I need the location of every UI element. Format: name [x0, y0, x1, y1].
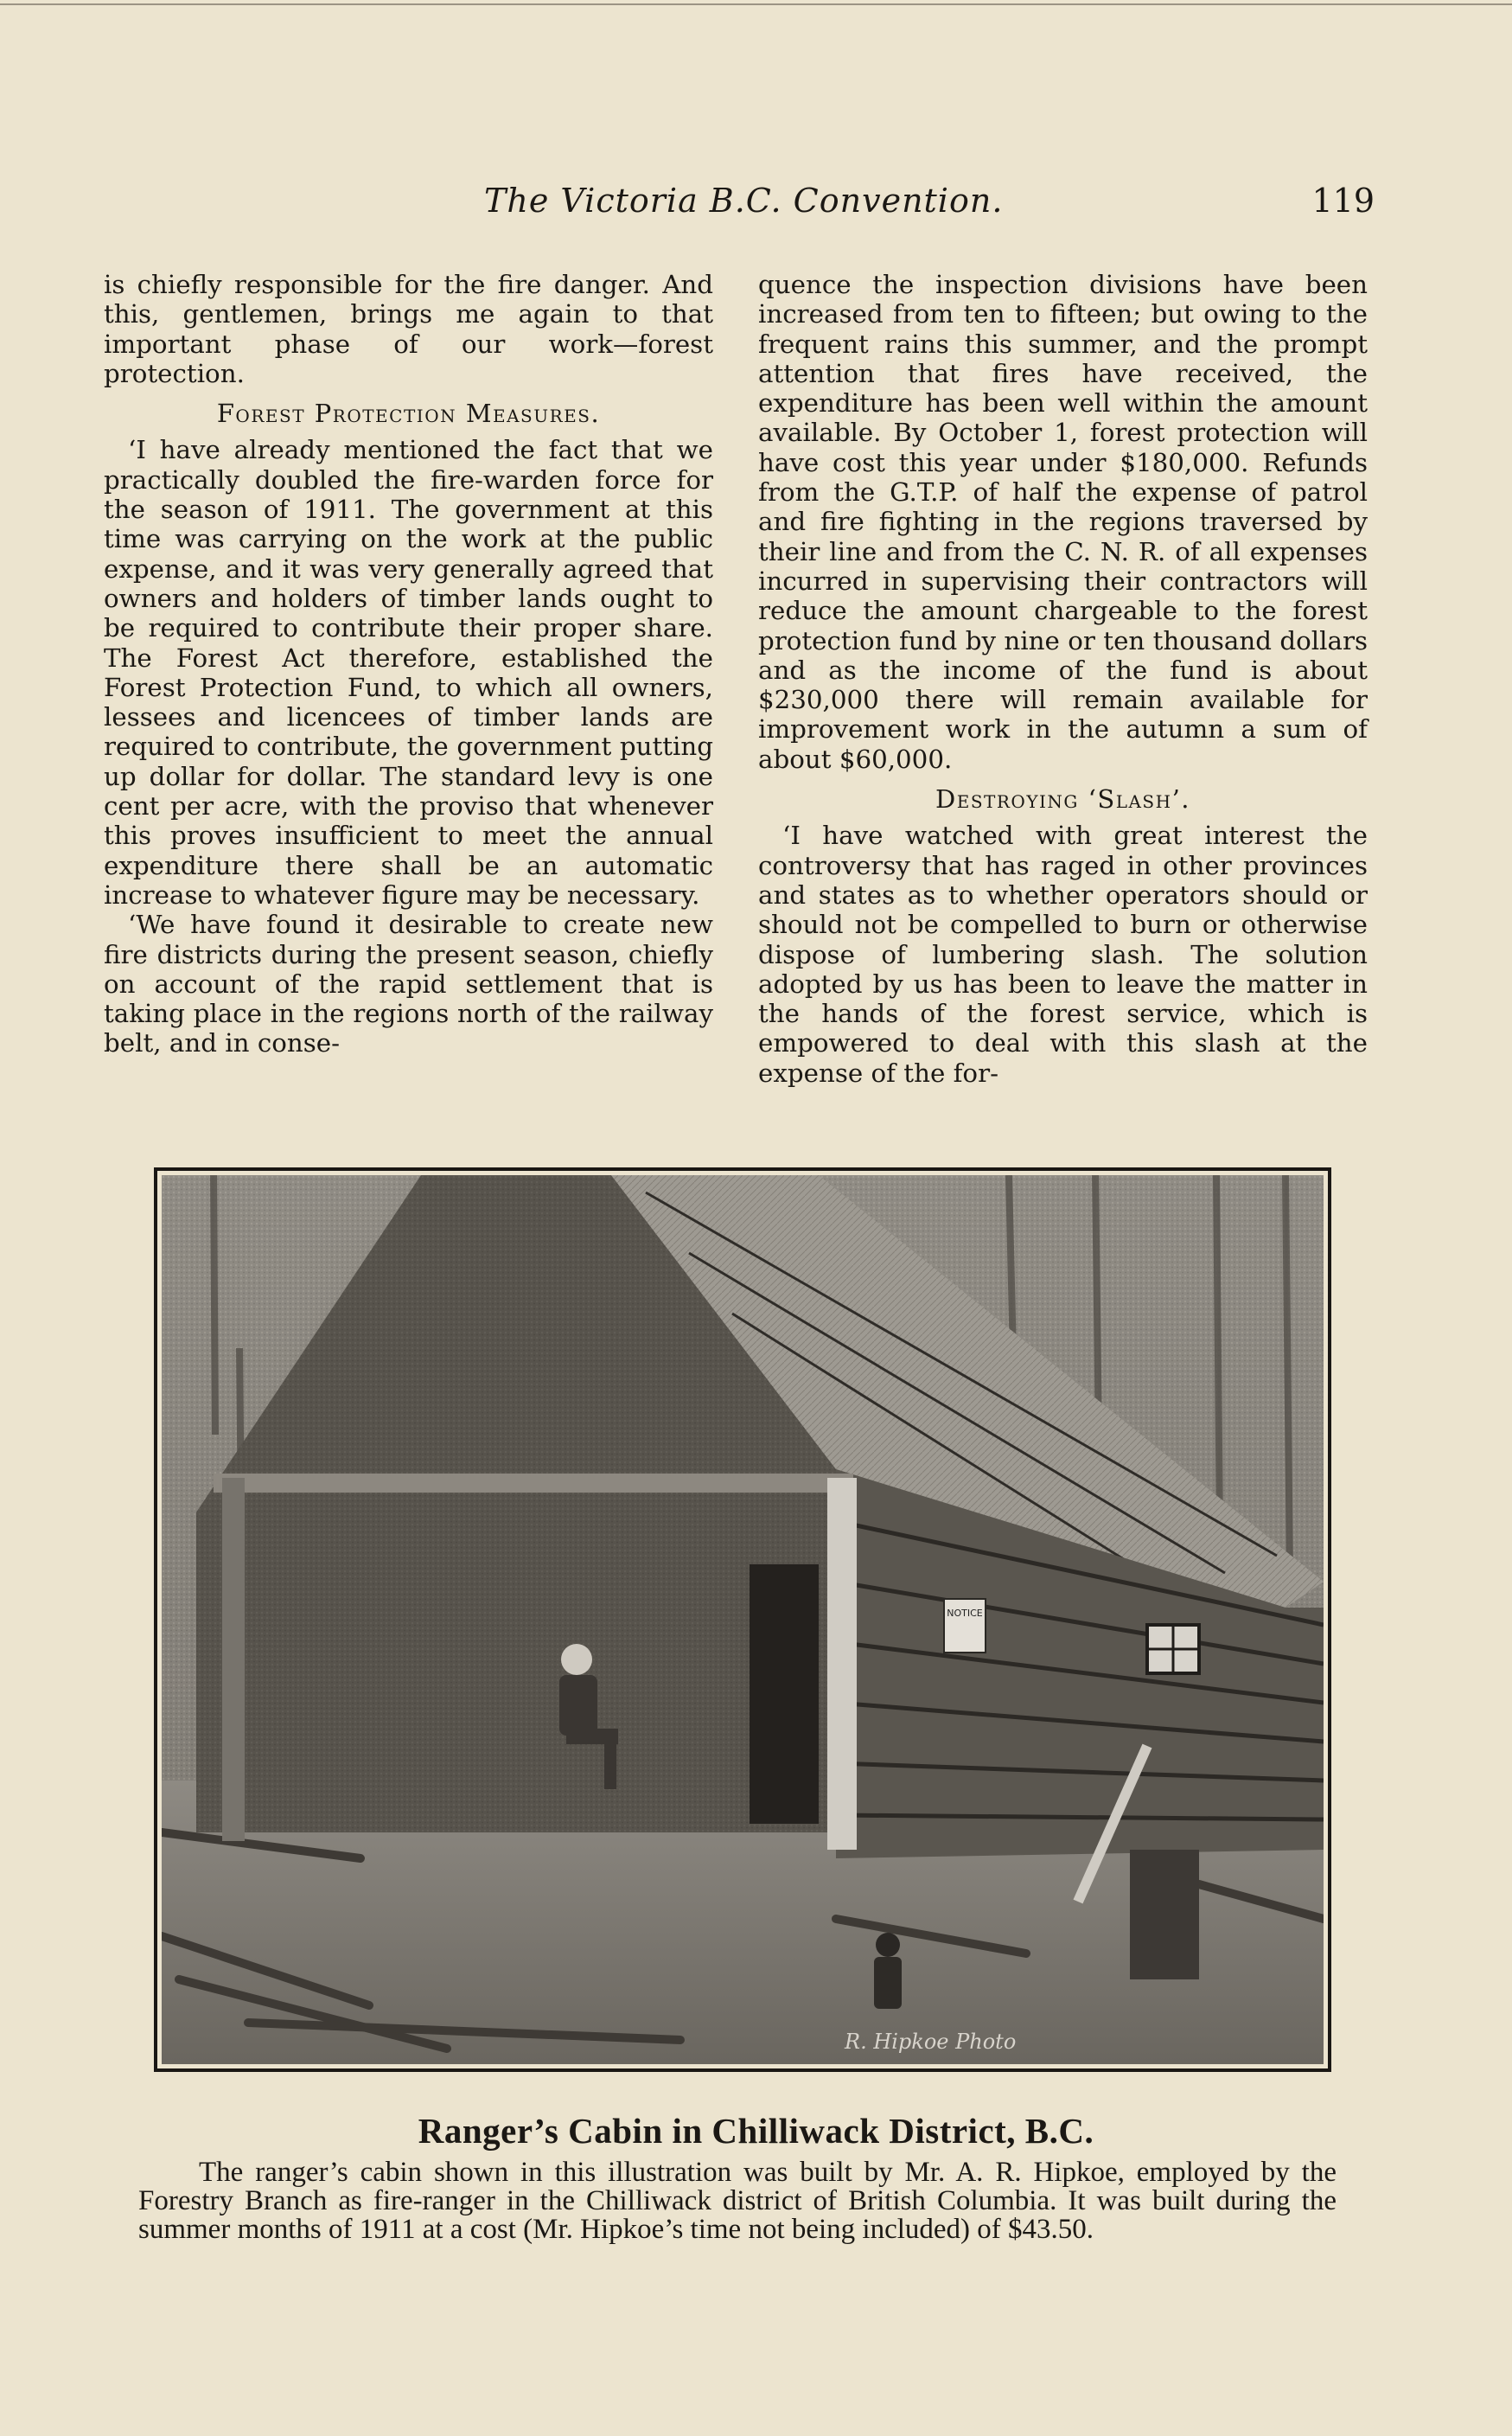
- porch-post-birch: [827, 1478, 857, 1850]
- section-heading: Destroying ‘Slash’.: [935, 784, 1191, 815]
- cabin-photo-illustration: [162, 1175, 1324, 2064]
- paragraph: ‘I have watched with great interest the controversy that has raged in other provinces and states as to whether operators should or should not be compelled to burn or otherwise dispose of lumbering slash. The solution adopted by us has been to leave the matter in the hands of the forest service, which is empowered to deal with this slash at the expense of the for-: [758, 821, 1368, 1088]
- porch-beam: [214, 1474, 853, 1493]
- section-heading: Forest Protection Measures.: [216, 399, 601, 429]
- paragraph: ‘We have found it desirable to create new fire districts during the present season, chiefly on account of the rapid settlement that is taking place in the regions north of the railway belt, and in conse-: [104, 910, 713, 1058]
- page-header: [104, 182, 1375, 233]
- child-figure: [874, 1933, 902, 2009]
- paragraph: is chiefly responsible for the fire danger. And this, gentlemen, brings me again to that important phase of our work—forest protection.: [104, 270, 713, 388]
- paragraph: ‘I have already mentioned the fact that we practically doubled the fire-warden force for the season of 1911. The government at this time was carrying on the work at the public expense, and it was very generally agreed that owners and holders of timber lands ought to be required to contribute their proper share. The Forest Act therefore, established the Forest Protection Fund, to which all owners, lessees and licencees of timber lands are required to contribute, the government putting up dollar for dollar. The standard levy is one cent per acre, with the proviso that whenever this proves insufficient to meet the annual expenditure there shall be an automatic increase to whatever figure may be necessary.: [104, 435, 713, 910]
- paragraph: quence the inspection divisions have been increased from ten to fifteen; but owing to the frequent rains this summer, and the prompt attention that fires have received, the expenditure has been well within the amount available. By October 1, forest protection will have cost this year under $180,000. Refunds from the G.T.P. of half the expense of patrol and fire fighting in the regions traversed by their line and from the C. N. R. of all expenses incurred in supervising their contractors will reduce the amount chargeable to the forest protection fund by nine or ten thousand dollars and as the income of the fund is about $230,000 there will remain available for improvement work in the autumn a sum of about $60,000.: [758, 270, 1368, 774]
- cabin-doorway: [750, 1564, 819, 1824]
- caption-paragraph: The ranger’s cabin shown in this illustration was built by Mr. A. R. Hipkoe, employed by the Forestry Branch as fire-ranger in the Chilliwack district of British Columbia. It was built during the summer months of 1911 at a cost (Mr. Hipkoe’s time not being included) of $43.50.: [138, 2157, 1337, 2245]
- running-title: The Victoria B.C. Convention.: [484, 182, 1004, 220]
- caption-text: [138, 2158, 1337, 2244]
- right-column: [758, 270, 1368, 1088]
- page-number: 119: [1311, 182, 1375, 220]
- left-column: [104, 270, 713, 1058]
- tree-stump: [1130, 1850, 1199, 1979]
- cabin-photograph: [154, 1167, 1331, 2072]
- top-rule: [0, 3, 1512, 5]
- caption-title: Ranger’s Cabin in Chilliwack District, B.C.: [418, 2111, 1094, 2151]
- photo-credit: R. Hipkoe Photo: [845, 2030, 1017, 2054]
- porch-post-left: [222, 1478, 245, 1841]
- notice-poster-text: NOTICE: [947, 1608, 983, 1619]
